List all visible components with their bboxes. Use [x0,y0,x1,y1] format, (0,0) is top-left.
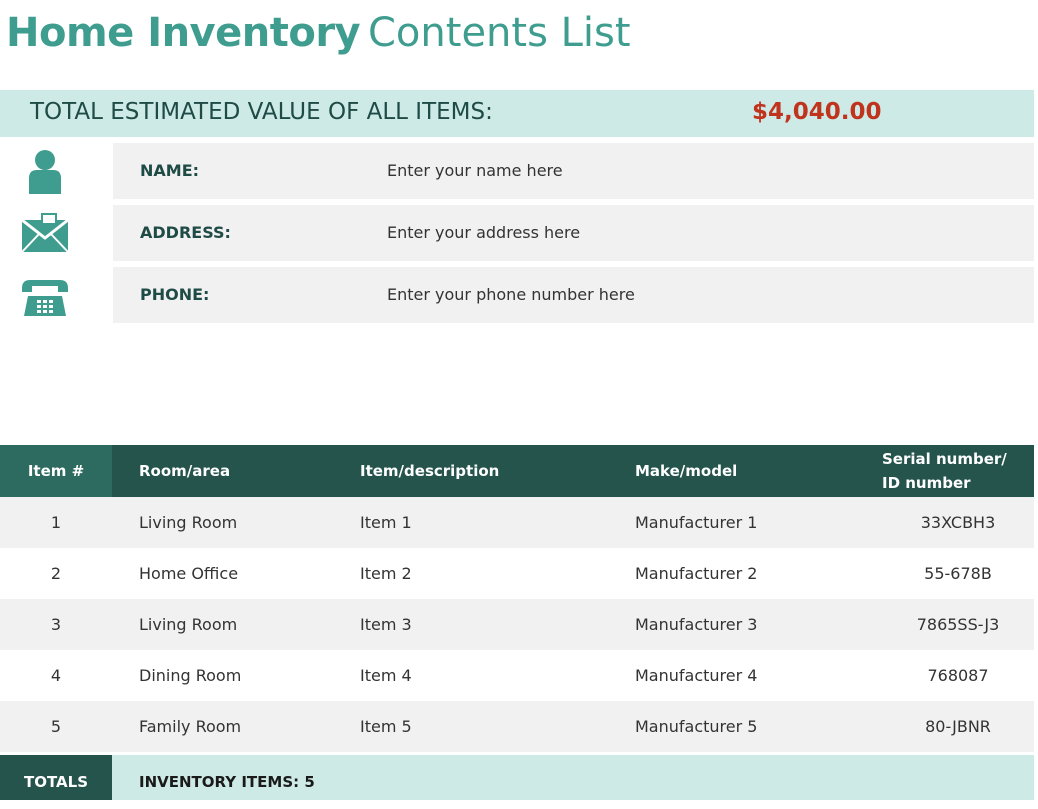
table-row [0,599,1034,650]
address-field[interactable]: Enter your address here [387,223,581,242]
telephone-icon [0,268,92,324]
totals-summary [112,755,1034,800]
cell-serial[interactable]: 33XCBH3 [882,497,1034,548]
cell-make-model[interactable]: Manufacturer 3 [635,599,882,650]
header-serial-line1: Serial number/ [882,450,1007,468]
cell-serial[interactable]: 80-JBNR [882,701,1034,752]
address-row [113,205,1034,261]
total-value-amount[interactable]: $4,040.00 [752,99,882,125]
envelope-icon [0,204,92,260]
header-description[interactable]: Item/description [360,445,635,497]
page-title: Home Inventory [6,10,361,56]
header-room[interactable]: Room/area [112,445,360,497]
name-label: NAME: [140,161,200,180]
cell-item-number[interactable]: 1 [0,497,112,548]
person-icon [0,142,92,198]
cell-item-number[interactable]: 5 [0,701,112,752]
cell-item-number[interactable]: 2 [0,548,112,599]
cell-item-number[interactable]: 3 [0,599,112,650]
phone-field[interactable]: Enter your phone number here [387,285,635,304]
header-make-model[interactable]: Make/model [635,445,882,497]
cell-room[interactable]: Living Room [112,497,360,548]
total-value-band [0,90,1034,137]
table-row [0,701,1034,752]
cell-room[interactable]: Living Room [112,599,360,650]
cell-item-number[interactable]: 4 [0,650,112,701]
cell-description[interactable]: Item 5 [360,701,635,752]
cell-serial[interactable]: 55-678B [882,548,1034,599]
cell-serial[interactable]: 768087 [882,650,1034,701]
name-row [113,143,1034,199]
page-subtitle: Contents List [368,10,631,56]
cell-description[interactable]: Item 3 [360,599,635,650]
cell-make-model[interactable]: Manufacturer 4 [635,650,882,701]
phone-label: PHONE: [140,285,210,304]
totals-row [0,755,1034,800]
table-row [0,650,1034,701]
cell-make-model[interactable]: Manufacturer 5 [635,701,882,752]
cell-make-model[interactable]: Manufacturer 2 [635,548,882,599]
totals-label: TOTALS [0,755,112,800]
address-label: ADDRESS: [140,223,231,242]
cell-room[interactable]: Dining Room [112,650,360,701]
inventory-table [0,445,1034,752]
cell-serial[interactable]: 7865SS-J3 [882,599,1034,650]
cell-description[interactable]: Item 2 [360,548,635,599]
cell-description[interactable]: Item 1 [360,497,635,548]
inventory-items-count[interactable]: INVENTORY ITEMS: 5 [139,773,315,791]
header-serial-line2: ID number [882,474,971,492]
cell-make-model[interactable]: Manufacturer 1 [635,497,882,548]
header-item-number[interactable]: Item # [0,445,112,497]
title-row [0,0,1038,80]
cell-description[interactable]: Item 4 [360,650,635,701]
cell-room[interactable]: Family Room [112,701,360,752]
cell-room[interactable]: Home Office [112,548,360,599]
phone-row [113,267,1034,323]
header-serial[interactable] [882,445,1034,497]
table-row [0,548,1034,599]
table-row [0,497,1034,548]
table-header-row [0,445,1034,497]
total-value-label: TOTAL ESTIMATED VALUE OF ALL ITEMS: [30,99,493,125]
name-field[interactable]: Enter your name here [387,161,563,180]
